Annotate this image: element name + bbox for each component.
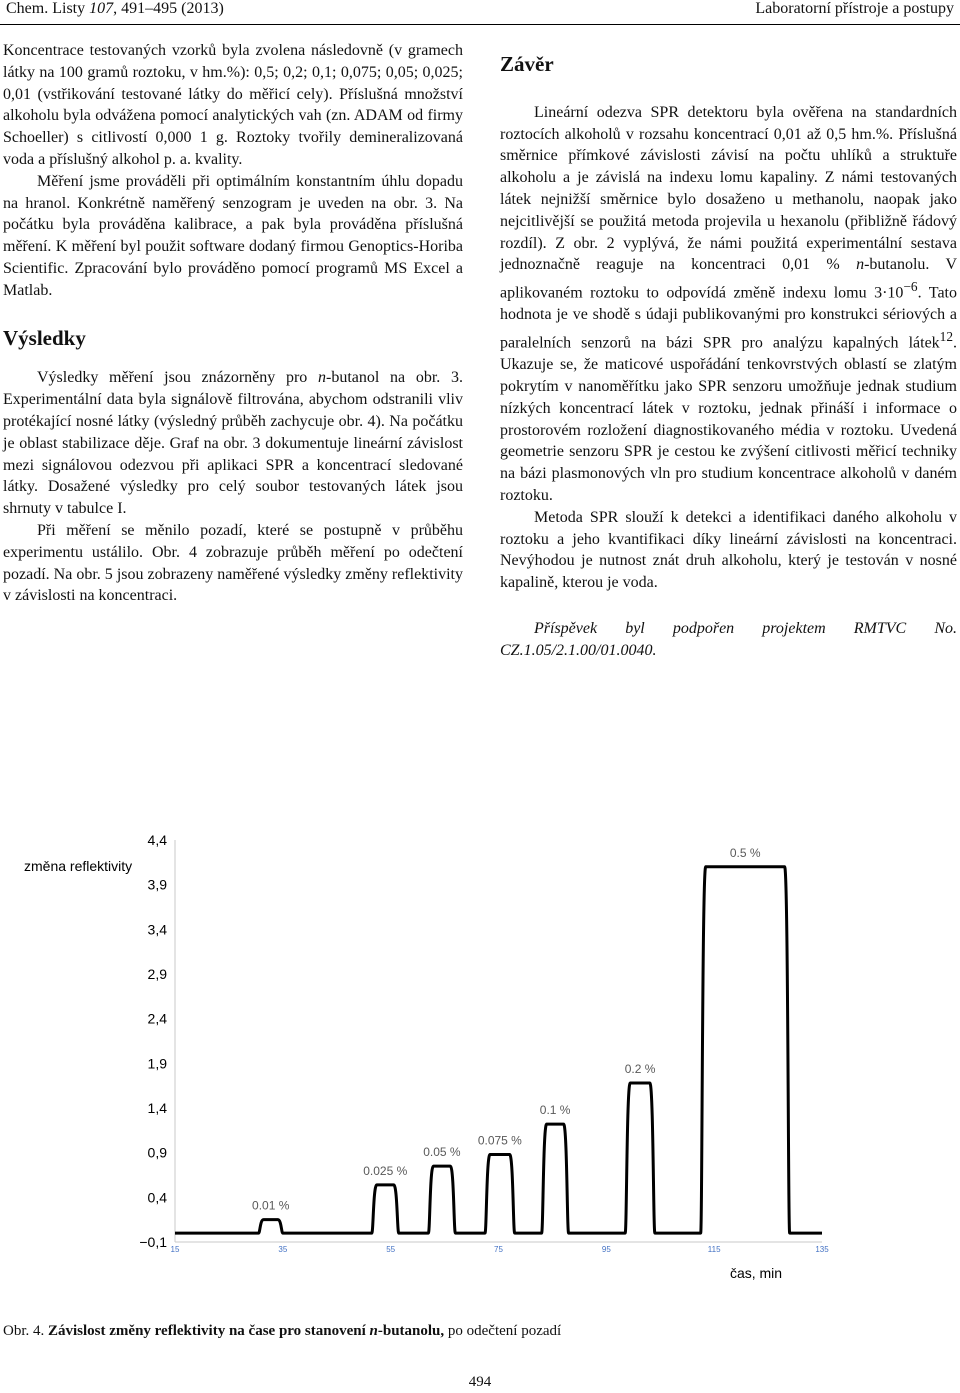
y-tick-label: 1,9 [147,1055,167,1072]
page-number: 494 [468,1374,492,1390]
peak-label: 0.01 % [252,1198,290,1213]
figure-4 [0,820,960,1300]
y-tick-label: 3,4 [147,921,167,938]
peak-label: 0.05 % [423,1145,461,1160]
x-tick-label: 115 [707,1245,721,1254]
heading-results: Výsledky [3,325,86,350]
paragraph-concentrations: Koncentrace testovaných vzorků byla zvolena následovně (v gramech látky na 100 gramů roztoku, v hm.%): 0,5; 0,2; 0,1; 0,075; 0,05; 0,025; 0,01 (vstřikování testované látky do měřicí cely). Příslušná množství alkoholu byla odvážena pomocí analytických vah (zn. ADAM od firmy Schoeller) s citlivostí 0,000 1 g. Roztoky tvořily demineralizovaná voda a příslušný alkohol p. a. kvality. [3,42,463,168]
x-tick-label: 55 [386,1245,396,1254]
left-column [3,40,463,607]
running-header [0,0,960,25]
heading-conclusion: Závěr [500,52,554,76]
section-name: Laboratorní přístroje a postupy [755,0,954,17]
paragraph-method: Metoda SPR slouží k detekci a identifikaci daného alkoholu v roztoku a jeho kvantifikaci díky lineární závislosti na koncentraci. Nevýhodou je nutnost znát druh alkoholu, který je testován v nosné kapalině, kterou je voda. [500,508,957,592]
paragraph-background: Při měření se měnilo pozadí, které se postupně v průběhu experimentu ustálilo. Obr. 4 zobrazuje průběh měření po odečtení pozadí. Na obr. 5 jsou zobrazeny naměřené výsledky změny reflektivity v závislosti na koncentraci. [3,521,463,605]
y-tick-label: 2,4 [147,1010,167,1027]
peak-label: 0.1 % [539,1103,571,1118]
y-axis-title: změna reflektivity [24,858,133,874]
peak-label: 0.2 % [624,1061,656,1076]
y-tick-label: 3,9 [147,876,167,893]
y-tick-label: 0,4 [147,1189,167,1206]
signal-line [175,867,822,1233]
figure-caption: Obr. 4. Závislost změny reflektivity na čase pro stanovení n-butanolu, po odečtení pozadí [3,1323,562,1339]
x-axis-title: čas, min [729,1265,783,1281]
x-tick-label: 95 [601,1245,611,1254]
paragraph-results: Výsledky měření jsou znázorněny pro n-butanol na obr. 3. Experimentální data byla signálově filtrována, abychom odstranili vliv protékající nosné látky (výsledný průběh zachycuje obr. 4). Na počátku je oblast stabilizace děje. Graf na obr. 3 dokumentuje lineární závislost mezi signálovou odezvou při aplikaci SPR a koncentrací sledované látky. Dosažené výsledky pro celý soubor testovaných látek jsou shrnuty v tabulce I. [3,369,463,518]
y-tick-label: 1,4 [147,1100,167,1116]
right-column [500,54,957,662]
y-tick-label: 2,9 [147,966,167,982]
y-tick-label: 4,4 [147,832,167,848]
paragraph-measurement: Měření jsme prováděli při optimálním konstantním úhlu dopadu na hranol. Konkrétně naměřený senzogram je uveden na obr. 3. Na počátku byla prováděna kalibrace, a pak byla prováděna příslušná měření. K měření byl použit software dodaný firmou Genoptics-Horiba Scientific. Zpracování bylo prováděno pomocí programů MS Excel a Matlab. [3,172,463,299]
paragraph-conclusion: Lineární odezva SPR detektoru byla ověřena na standardních roztocích alkoholů v rozsahu koncentrací 0,01 až 0,5 hm.%. Příslušná směrnice přímkové závislosti závisí na počtu uhlíků a struktuře alkoholu a je závislá na indexu lomu kapaliny. Z námi testovaných látek nejnižší směrnice bylo dosaženo u methanolu, naopak jako nejcitlivější se použitá metoda projevila u hexanolu (přibližně řádový rozdíl). Z obr. 2 vyplývá, že námi použitá experimentální sestava jednoznačně reaguje na koncentraci 0,01 % n-butanolu. V aplikovaném roztoku to odpovídá změně indexu lomu $3\cdot 10^{-6}$. Tato hodnota je ve shodě s údaji publikovanými pro konstrukci sériových a paralelních senzorů na bázi SPR pro analýzu kapalných látek$^{12}$. Ukazuje se, že maticové uspořádání tenkovrstvých oblastí se zlatým pokrytím v nanoměřítku jako SPR senzoru umožňuje jednak studium nízkých koncentrací látek v roztoku, jednak přináší i informace o prostorovém rozložení diagnostikovaného média v roztoku. Uvedená geometrie senzoru SPR je cestou ke zvýšení citlivosti měřicí techniky na bázi plasmonových vln pro studium koncentrace alkoholů v daném roztoku. [500,103,957,504]
peak-label: 0.075 % [477,1133,522,1148]
x-tick-label: 75 [494,1245,503,1254]
funding-note: Příspěvek byl podpořen projektem RMTVC No. CZ.1.05/2.1.00/01.0040. [500,619,957,659]
x-tick-label: 35 [278,1245,288,1254]
reflectivity-chart [0,820,960,1300]
peak-label: 0.5 % [729,845,761,860]
journal-citation: Chem. Listy 107, 491–495 (2013) [6,0,224,17]
x-tick-label: 15 [170,1245,180,1254]
x-tick-label: 135 [815,1245,829,1254]
y-tick-label: 0,9 [147,1144,167,1161]
peak-label: 0.025 % [363,1163,408,1178]
y-tick-label: −0,1 [139,1234,167,1250]
